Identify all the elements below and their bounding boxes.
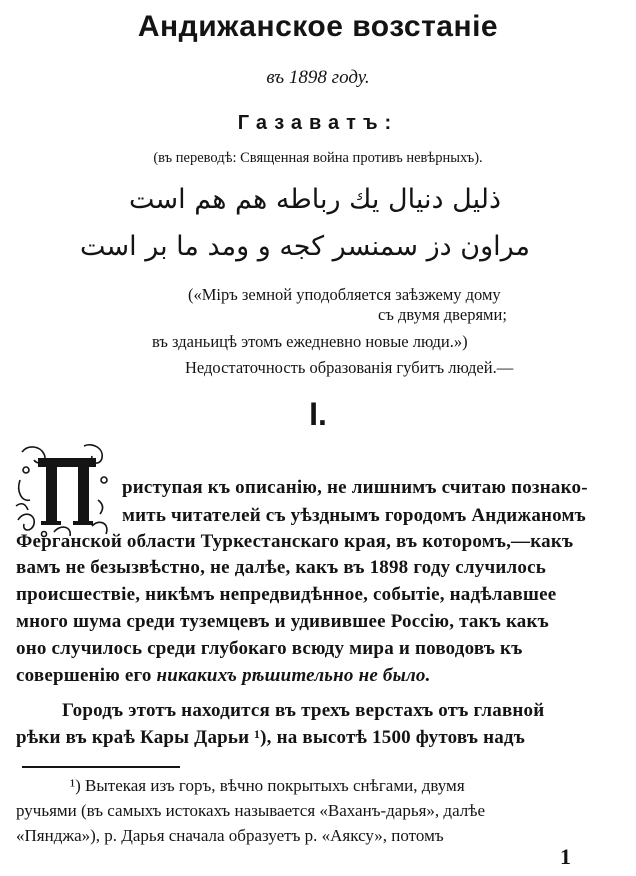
epigraph-quote-line-2: съ двумя дверями; — [378, 305, 507, 324]
document-subtitle: въ 1898 году. — [266, 67, 370, 88]
page-number: 1 — [560, 844, 571, 869]
section-heading: Газаватъ: — [237, 112, 399, 134]
body-line-5: происшествіе, никѣмъ непредвидѣнное, событіе, надѣлавшее — [16, 584, 557, 605]
body-line-6: много шума среди туземцевъ и удивившее Россію, такъ какъ — [16, 611, 549, 632]
body-line-1: риступая къ описанію, не лишнимъ считаю познако- — [122, 477, 588, 498]
translation-note: (въ переводѣ: Священная война противъ невѣрныхъ). — [153, 150, 483, 166]
body-line-3: Ферганской области Туркестанскаго края, въ которомъ,—какъ — [16, 531, 574, 552]
arabic-verse-line-2: مراون دز سمنسر كجه‌ و ومد ما بر است — [79, 231, 530, 262]
body-line-2: мить читателей съ уѣзднымъ городомъ Андижаномъ — [122, 505, 586, 526]
footnote-divider — [22, 766, 180, 768]
epigraph-quote-line-4: Недостаточность образованія губитъ людей.— — [185, 358, 514, 377]
chapter-numeral: I. — [309, 396, 327, 432]
epigraph-quote-line-1: («Міръ земной уподобляется заѣзжему дому — [188, 285, 501, 304]
body-line-9: Городъ этотъ находится въ трехъ верстахъ отъ главной — [62, 700, 545, 721]
body-line-8-plain: совершенію его — [16, 665, 152, 686]
body-line-8 — [16, 665, 431, 687]
footnote-line-3: «Пянджа»), р. Дарья сначала образуетъ р. «Аяксу», потомъ — [16, 826, 444, 845]
footnote-line-1: ¹) Вытекая изъ горъ, вѣчно покрытыхъ снѣгами, двумя — [70, 776, 465, 795]
decorative-initial-icon — [14, 440, 114, 540]
body-line-8-emphasis: никакихъ рѣшительно не было. — [156, 665, 431, 686]
footnote-line-2: ручьями (въ самыхъ истокахъ называется «Ваханъ-дарья», далѣе — [16, 801, 486, 820]
body-line-4: вамъ не безызвѣстно, не далѣе, какъ въ 1898 году случилось — [16, 557, 546, 578]
arabic-verse-line-1: ذليل دنيال يك رباطه هم هم است — [129, 184, 501, 215]
document-title: Андижанское возстаніе — [137, 10, 499, 43]
initial-letter: П — [14, 440, 15, 441]
epigraph-quote-line-3: въ зданьицѣ этомъ ежедневно новые люди.») — [152, 332, 468, 351]
body-line-10: рѣки въ краѣ Кары Дарьи ¹), на высотѣ 1500 футовъ надъ — [16, 727, 526, 748]
body-line-7: оно случилось среди глубокаго всюду мира и поводовъ къ — [16, 638, 523, 659]
